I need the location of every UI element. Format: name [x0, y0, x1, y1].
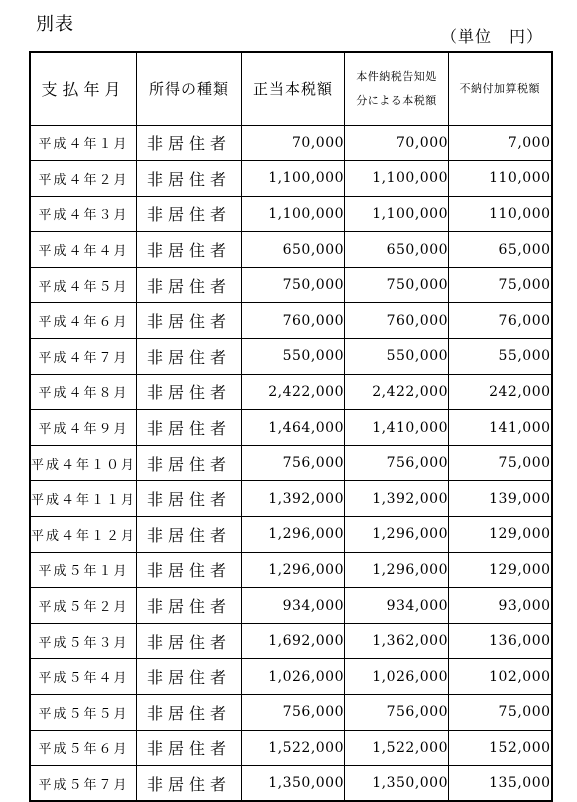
row-notice-tax: 934,000 — [345, 588, 449, 624]
table-row — [30, 232, 552, 268]
row-payment-month: 平成４年３月 — [30, 196, 137, 232]
row-payment-month: 平成５年２月 — [30, 588, 137, 624]
header-payment-month: 支払年月 — [30, 52, 137, 125]
row-penalty-tax: 7,000 — [449, 125, 552, 161]
row-income-type: 非居住者 — [137, 588, 242, 624]
row-income-type: 非居住者 — [137, 374, 242, 410]
row-income-type: 非居住者 — [137, 339, 242, 375]
row-notice-tax: 1,350,000 — [345, 766, 449, 802]
row-correct-tax: 1,692,000 — [242, 623, 345, 659]
header-correct-tax: 正当本税額 — [242, 52, 345, 125]
table-row — [30, 695, 552, 731]
row-notice-tax: 760,000 — [345, 303, 449, 339]
table-body — [30, 125, 552, 801]
row-payment-month: 平成４年７月 — [30, 339, 137, 375]
row-income-type: 非居住者 — [137, 552, 242, 588]
table-row — [30, 125, 552, 161]
row-correct-tax: 2,422,000 — [242, 374, 345, 410]
table-row — [30, 766, 552, 802]
table-row — [30, 623, 552, 659]
row-correct-tax: 1,296,000 — [242, 517, 345, 553]
row-penalty-tax: 135,000 — [449, 766, 552, 802]
row-penalty-tax: 129,000 — [449, 517, 552, 553]
row-penalty-tax: 75,000 — [449, 445, 552, 481]
table-row — [30, 196, 552, 232]
row-correct-tax: 650,000 — [242, 232, 345, 268]
row-penalty-tax: 75,000 — [449, 695, 552, 731]
row-income-type: 非居住者 — [137, 232, 242, 268]
row-correct-tax: 70,000 — [242, 125, 345, 161]
header-notice-tax-line2: 分による本税額 — [356, 93, 437, 107]
row-payment-month: 平成５年６月 — [30, 730, 137, 766]
row-penalty-tax: 136,000 — [449, 623, 552, 659]
table-row — [30, 339, 552, 375]
table-row — [30, 410, 552, 446]
row-penalty-tax: 65,000 — [449, 232, 552, 268]
row-penalty-tax: 110,000 — [449, 196, 552, 232]
row-income-type: 非居住者 — [137, 303, 242, 339]
row-income-type: 非居住者 — [137, 267, 242, 303]
row-income-type: 非居住者 — [137, 445, 242, 481]
table-row — [30, 730, 552, 766]
row-payment-month: 平成５年１月 — [30, 552, 137, 588]
document-label: 別表 — [36, 14, 74, 35]
tax-table — [29, 51, 553, 802]
row-payment-month: 平成４年５月 — [30, 267, 137, 303]
row-correct-tax: 756,000 — [242, 695, 345, 731]
row-correct-tax: 760,000 — [242, 303, 345, 339]
row-penalty-tax: 141,000 — [449, 410, 552, 446]
row-notice-tax: 1,296,000 — [345, 552, 449, 588]
table-row — [30, 659, 552, 695]
row-payment-month: 平成４年１２月 — [30, 517, 137, 553]
row-payment-month: 平成５年７月 — [30, 766, 137, 802]
unit-label: （単位 円） — [440, 27, 543, 46]
row-penalty-tax: 110,000 — [449, 161, 552, 197]
row-notice-tax: 756,000 — [345, 695, 449, 731]
table-row — [30, 303, 552, 339]
row-correct-tax: 550,000 — [242, 339, 345, 375]
header-notice-tax — [345, 52, 449, 125]
row-correct-tax: 1,350,000 — [242, 766, 345, 802]
row-penalty-tax: 152,000 — [449, 730, 552, 766]
row-payment-month: 平成４年１１月 — [30, 481, 137, 517]
row-notice-tax: 1,362,000 — [345, 623, 449, 659]
row-notice-tax: 756,000 — [345, 445, 449, 481]
header-income-type: 所得の種類 — [137, 52, 242, 125]
table-row — [30, 481, 552, 517]
table-row — [30, 588, 552, 624]
row-notice-tax: 1,026,000 — [345, 659, 449, 695]
row-penalty-tax: 75,000 — [449, 267, 552, 303]
row-payment-month: 平成４年１０月 — [30, 445, 137, 481]
row-income-type: 非居住者 — [137, 695, 242, 731]
row-correct-tax: 1,464,000 — [242, 410, 345, 446]
table-row — [30, 552, 552, 588]
row-penalty-tax: 139,000 — [449, 481, 552, 517]
row-correct-tax: 934,000 — [242, 588, 345, 624]
row-penalty-tax: 76,000 — [449, 303, 552, 339]
row-notice-tax: 650,000 — [345, 232, 449, 268]
table-row — [30, 517, 552, 553]
header-row — [30, 52, 552, 125]
row-income-type: 非居住者 — [137, 730, 242, 766]
row-notice-tax: 1,522,000 — [345, 730, 449, 766]
table-row — [30, 267, 552, 303]
header-penalty-tax: 不納付加算税額 — [449, 52, 552, 125]
row-penalty-tax: 102,000 — [449, 659, 552, 695]
row-income-type: 非居住者 — [137, 196, 242, 232]
row-penalty-tax: 129,000 — [449, 552, 552, 588]
row-notice-tax: 1,100,000 — [345, 196, 449, 232]
row-payment-month: 平成４年９月 — [30, 410, 137, 446]
row-notice-tax: 750,000 — [345, 267, 449, 303]
row-penalty-tax: 55,000 — [449, 339, 552, 375]
row-income-type: 非居住者 — [137, 517, 242, 553]
row-payment-month: 平成４年２月 — [30, 161, 137, 197]
row-correct-tax: 1,100,000 — [242, 196, 345, 232]
row-correct-tax: 1,296,000 — [242, 552, 345, 588]
row-notice-tax: 1,296,000 — [345, 517, 449, 553]
row-income-type: 非居住者 — [137, 766, 242, 802]
row-payment-month: 平成５年４月 — [30, 659, 137, 695]
row-notice-tax: 1,100,000 — [345, 161, 449, 197]
header-notice-tax-line1: 本件納税告知処 — [356, 69, 437, 83]
row-correct-tax: 1,392,000 — [242, 481, 345, 517]
row-correct-tax: 1,026,000 — [242, 659, 345, 695]
row-payment-month: 平成５年３月 — [30, 623, 137, 659]
row-notice-tax: 1,392,000 — [345, 481, 449, 517]
row-correct-tax: 1,100,000 — [242, 161, 345, 197]
row-income-type: 非居住者 — [137, 410, 242, 446]
row-income-type: 非居住者 — [137, 481, 242, 517]
row-income-type: 非居住者 — [137, 125, 242, 161]
row-correct-tax: 750,000 — [242, 267, 345, 303]
table-header — [30, 52, 552, 125]
table-row — [30, 374, 552, 410]
row-notice-tax: 550,000 — [345, 339, 449, 375]
row-payment-month: 平成４年６月 — [30, 303, 137, 339]
row-notice-tax: 70,000 — [345, 125, 449, 161]
table-row — [30, 161, 552, 197]
row-income-type: 非居住者 — [137, 161, 242, 197]
row-notice-tax: 1,410,000 — [345, 410, 449, 446]
row-correct-tax: 1,522,000 — [242, 730, 345, 766]
row-income-type: 非居住者 — [137, 659, 242, 695]
table-row — [30, 445, 552, 481]
row-correct-tax: 756,000 — [242, 445, 345, 481]
row-payment-month: 平成４年１月 — [30, 125, 137, 161]
row-payment-month: 平成４年４月 — [30, 232, 137, 268]
row-notice-tax: 2,422,000 — [345, 374, 449, 410]
row-penalty-tax: 242,000 — [449, 374, 552, 410]
row-income-type: 非居住者 — [137, 623, 242, 659]
row-payment-month: 平成４年８月 — [30, 374, 137, 410]
row-payment-month: 平成５年５月 — [30, 695, 137, 731]
row-penalty-tax: 93,000 — [449, 588, 552, 624]
